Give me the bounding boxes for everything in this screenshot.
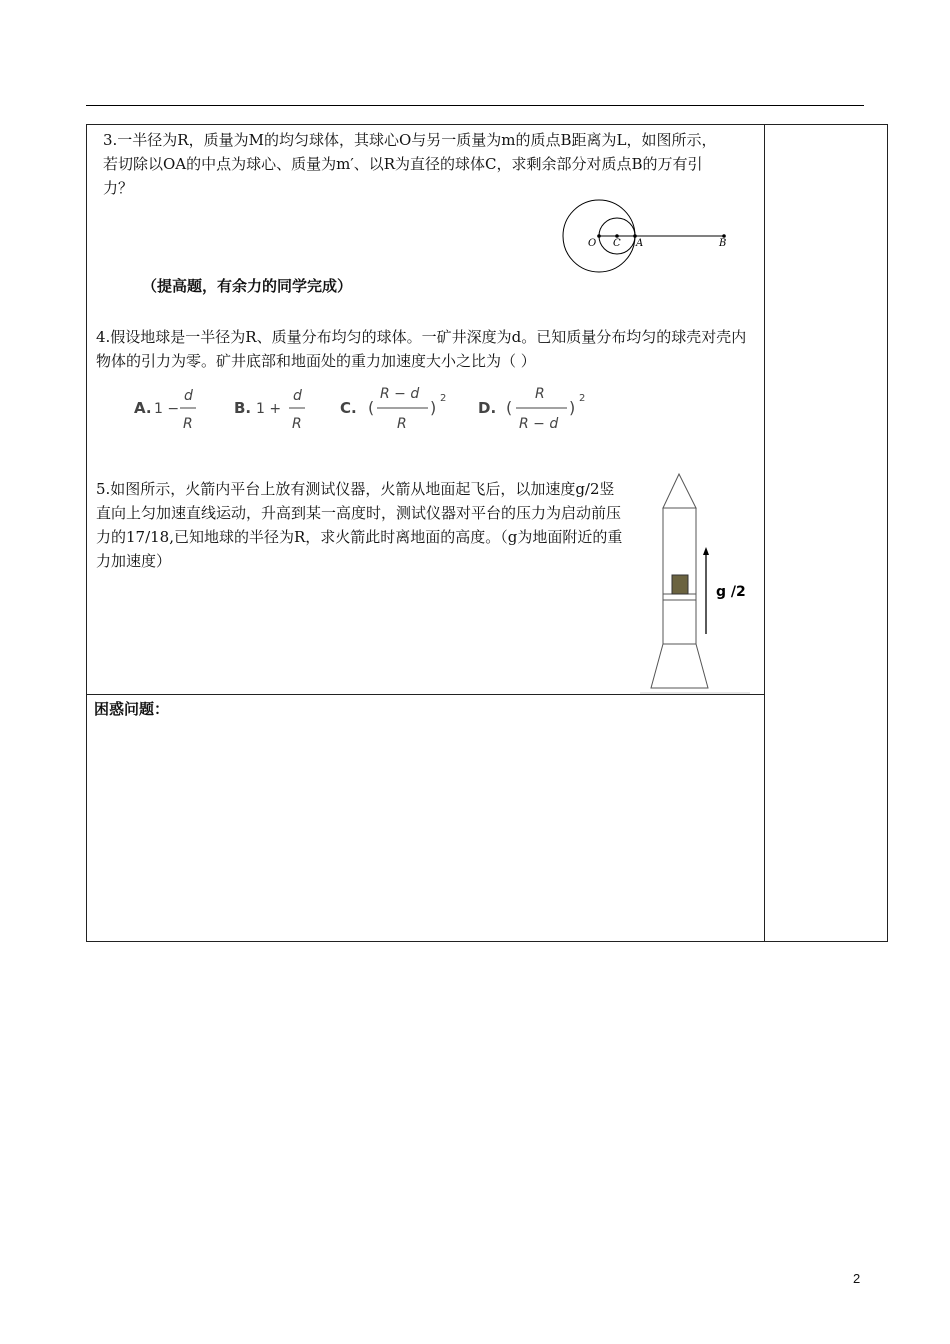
label-c: C <box>613 238 621 249</box>
point-o <box>597 234 601 238</box>
option-a-denominator: R <box>183 416 193 432</box>
table-column-divider <box>764 124 765 942</box>
arrow-head <box>703 547 709 555</box>
option-a-label: A. <box>134 399 152 417</box>
rocket-figure <box>638 470 758 696</box>
option-a-numerator: d <box>184 388 193 404</box>
option-d-right-paren: ) <box>569 398 576 417</box>
option-a-prefix: 1 − <box>154 401 180 417</box>
question-4-options <box>130 380 600 436</box>
acceleration-label: g /2 <box>716 584 746 600</box>
option-b-numerator: d <box>293 388 302 404</box>
test-instrument <box>672 575 688 594</box>
option-c-denominator: R <box>397 416 407 432</box>
option-d-left-paren: ( <box>506 398 513 417</box>
page-number: 2 <box>853 1271 861 1286</box>
label-o: O <box>588 238 597 249</box>
question-3-text: 3.一半径为R，质量为M的均匀球体，其球心O与另一质量为m的质点B距离为L，如图所示，若切除以OA的中点为球心、质量为m′、以R为直径的球体C，求剩余部分对质点B的万有引力？ <box>103 131 717 197</box>
option-d-numerator: R <box>535 386 545 402</box>
option-c-numerator: R − d <box>380 386 420 402</box>
rocket-nose <box>663 474 696 508</box>
option-c-right-paren: ) <box>430 398 437 417</box>
confused-questions-label: 困惑问题： <box>94 700 170 718</box>
option-b-prefix: 1 + <box>256 401 282 417</box>
option-d-label: D. <box>478 399 497 417</box>
question-5-text: 5.如图所示，火箭内平台上放有测试仪器，火箭从地面起飞后，以加速度g/2竖直向上匀加速直线运动，升高到某一高度时，测试仪器对平台的压力为启动前压力的17/18,已知地球的半径为R，求火箭此时离地面的高度。（g为地面附近的重力加速度） <box>96 480 623 570</box>
option-d-denominator: R − d <box>519 416 559 432</box>
option-b-label: B. <box>234 399 252 417</box>
option-c-left-paren: ( <box>368 398 375 417</box>
label-a: A <box>636 238 644 249</box>
advanced-section-title: （提高题，有余力的同学完成） <box>142 277 353 295</box>
option-d-exponent: 2 <box>579 393 586 404</box>
header-rule <box>86 105 864 106</box>
sphere-figure <box>560 196 740 276</box>
question-4-text: 4.假设地球是一半径为R、质量分布均匀的球体。一矿井深度为d。已知质量分布均匀的球壳对壳内物体的引力为零。矿井底部和地面处的重力加速度大小之比为（ ） <box>96 328 747 370</box>
option-c-label: C. <box>340 399 357 417</box>
label-b: B <box>719 238 727 249</box>
rocket-base <box>651 644 708 688</box>
option-c-exponent: 2 <box>440 393 447 404</box>
option-b-denominator: R <box>292 416 302 432</box>
